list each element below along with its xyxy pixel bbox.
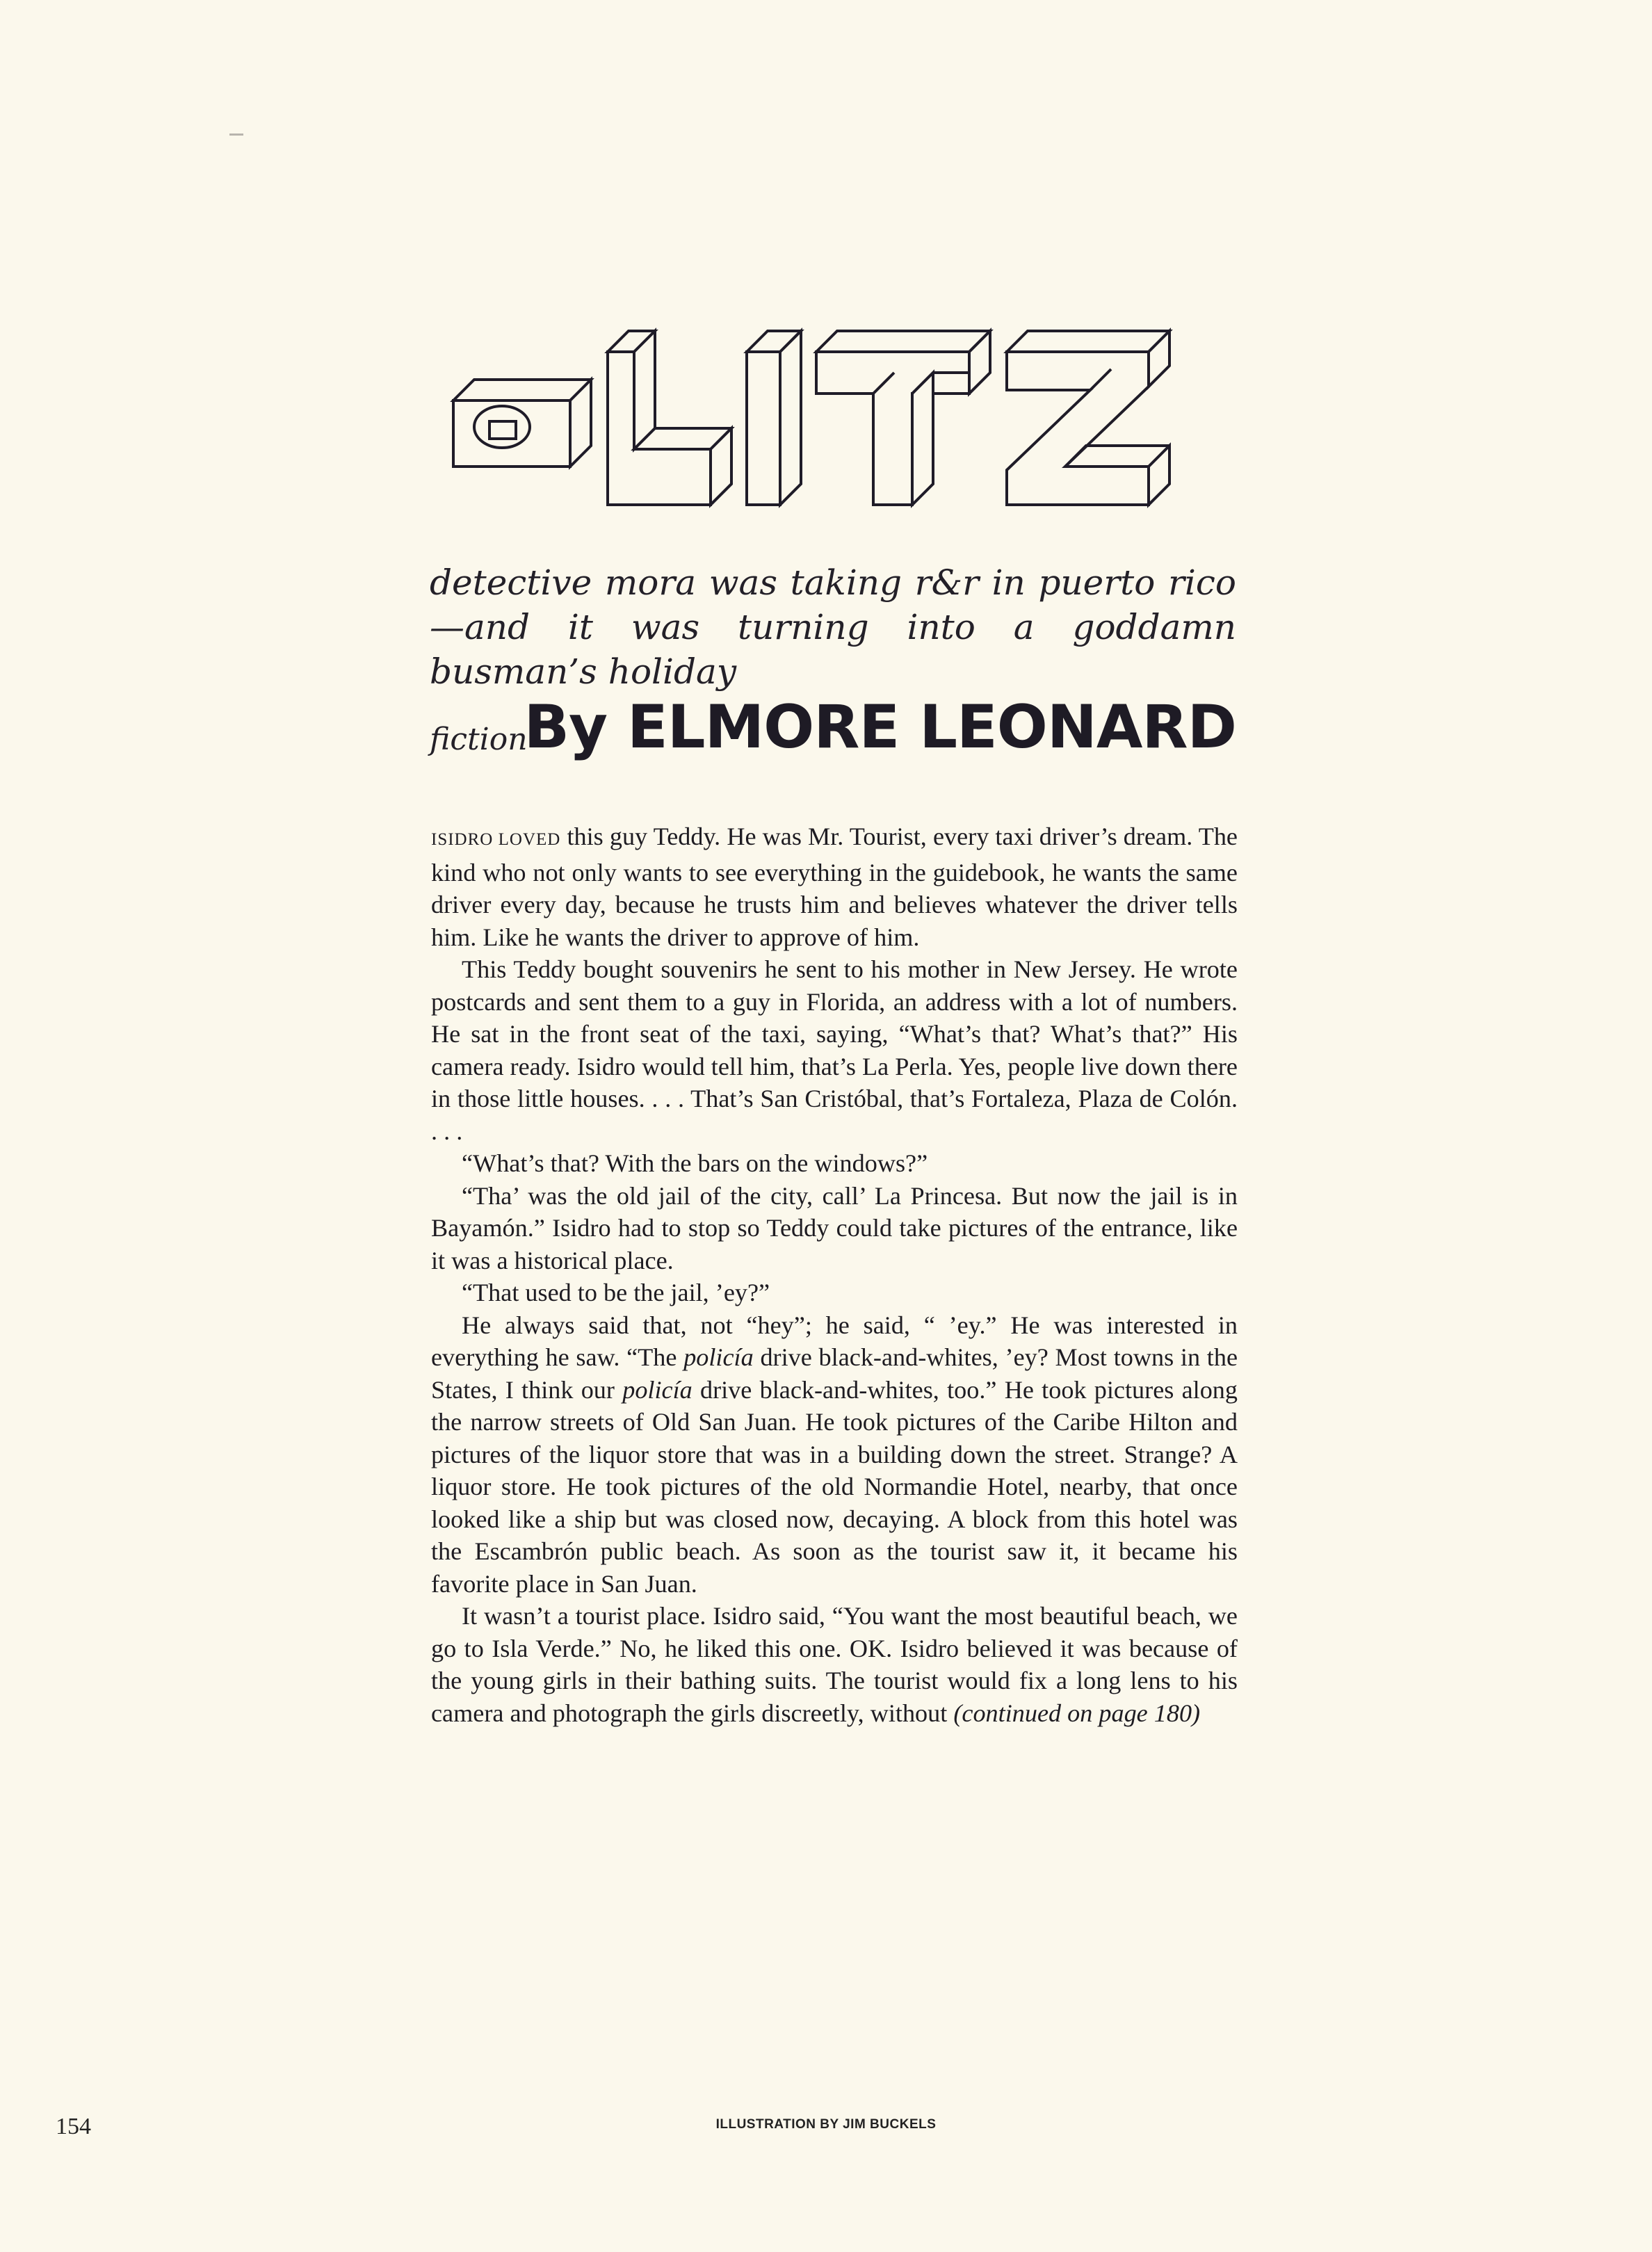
paragraph-2: This Teddy bought souvenirs he sent to his mother in New Jersey. He wrote postcards and sent them to a guy in Florida, an address with a lot of numbers. He sat in the front seat of the taxi, saying, “What’s that? What’s that?” His camera ready. Isidro would tell him, that’s La Perla. Yes, people live down there in those little houses. . . . That’s San Cristóbal, that’s Fortaleza, Plaza de Colón. . . .: [431, 955, 1238, 1145]
paragraph-6: He always said that, not “hey”; he said, “ ’ey.” He was interested in everything he saw. “The policía drive black-and-whites, ’ey? Most towns in the States, I think our policía drive black-and-whites, too.” He took pictures along the narrow streets of Old San Juan. He took pictures of the Caribe Hilton and pictures of the liquor store that was in a building down the street. Strange? A liquor store. He took pictures of the old Normandie Hotel, nearby, that once looked like a ship but was closed now, decaying. A block from this hotel was the Escambrón public beach. As soon as the tourist saw it, it became his favorite place in San Juan.: [431, 1311, 1238, 1598]
author-byline: By ELMORE LEONARD: [524, 692, 1236, 762]
page-number: 154: [56, 2114, 91, 2139]
byline-row: [430, 692, 1236, 762]
category-label: fiction: [430, 722, 528, 757]
title-letter-t: [816, 331, 990, 505]
lead-in: ISIDRO LOVED: [431, 830, 561, 849]
scan-speck: [229, 133, 243, 136]
title-illustration: [426, 324, 1246, 519]
article-body: [431, 820, 1238, 1729]
title-letter-z: [1007, 331, 1169, 505]
illustration-credit: ILLUSTRATION BY JIM BUCKELS: [715, 2117, 937, 2132]
title-letter-i: [747, 331, 801, 505]
paragraph-4: “Tha’ was the old jail of the city, call’ La Princesa. But now the jail is in Bayamón.” Isidro had to stop so Teddy could take pictures of the entrance, like it was a historical place.: [431, 1181, 1238, 1274]
paragraph-5: “That used to be the jail, ’ey?”: [462, 1279, 770, 1306]
paragraph-3: “What’s that? With the bars on the windows?”: [462, 1149, 928, 1177]
title-letter-g: [426, 380, 591, 512]
title-letter-l: [608, 331, 731, 505]
article-deck: detective mora was taking r&r in puerto rico—and it was turning into a goddamn busman’s holiday: [430, 562, 1236, 692]
paragraph-1: ISIDRO LOVED this guy Teddy. He was Mr. Tourist, every taxi driver’s dream. The kind who not only wants to see everything in the guidebook, he wants the same driver every day, because he trusts him and believes whatever the driver tells him. Like he wants the driver to approve of him.: [431, 823, 1238, 951]
continued-note: (continued on page 180): [953, 1699, 1201, 1727]
paragraph-7: It wasn’t a tourist place. Isidro said, “You want the most beautiful beach, we go to Isla Verde.” No, he liked this one. OK. Isidro believed it was because of the young girls in their bathing suits. The tourist would fix a long lens to his camera and photograph the girls discreetly, without (continued on page 180): [431, 1602, 1238, 1727]
